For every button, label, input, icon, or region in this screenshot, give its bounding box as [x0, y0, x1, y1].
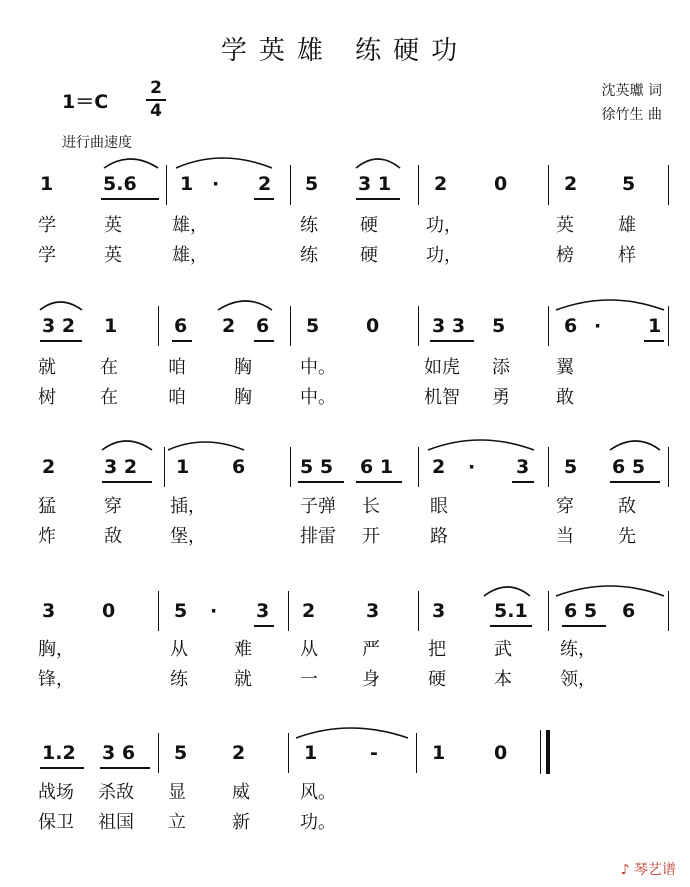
lyric: 咱	[168, 387, 186, 408]
lyric: 穿	[104, 496, 122, 517]
note: 2	[432, 456, 446, 478]
note: 5.6	[103, 173, 137, 195]
note: 3	[256, 600, 270, 622]
note: 5 5	[300, 456, 334, 478]
note: 6 5	[612, 456, 646, 478]
lyric: 排雷	[300, 526, 336, 547]
note: 0	[102, 600, 116, 622]
lyric: 树	[38, 387, 56, 408]
note: 1	[180, 173, 194, 195]
lyric: 就	[38, 357, 56, 378]
note: 2	[434, 173, 448, 195]
note: ·	[212, 173, 220, 195]
lyric: 练	[300, 245, 318, 266]
lyric: 一	[300, 669, 318, 690]
lyric: 中。	[300, 357, 336, 378]
lyric: 翼	[556, 357, 574, 378]
note: 2	[232, 742, 246, 764]
note: 2	[258, 173, 272, 195]
lyric: 硬	[360, 215, 378, 236]
note: 1	[104, 315, 118, 337]
note: 1	[432, 742, 446, 764]
note: 2	[222, 315, 236, 337]
note: 6 5	[564, 600, 598, 622]
lyric: 勇	[492, 387, 510, 408]
note: 0	[494, 173, 508, 195]
lyric: 锋，	[38, 669, 74, 690]
watermark-text: 琴艺谱	[634, 862, 676, 878]
lyric: 眼	[430, 496, 448, 517]
lyric: 练	[170, 669, 188, 690]
note: 5.1	[494, 600, 528, 622]
lyric: 胸	[234, 387, 252, 408]
note: 5	[174, 600, 188, 622]
lyric: 在	[100, 387, 118, 408]
lyric: 英	[556, 215, 574, 236]
note: 0	[366, 315, 380, 337]
lyric: 长	[362, 496, 380, 517]
note: 6	[174, 315, 188, 337]
lyric: 敌	[104, 526, 122, 547]
lyric: 风。	[300, 782, 336, 803]
note: 3	[516, 456, 530, 478]
lyric: 功，	[426, 215, 462, 236]
watermark-logo	[621, 859, 676, 879]
lyric: 硬	[428, 669, 446, 690]
lyric: 本	[494, 669, 512, 690]
note: 1	[648, 315, 662, 337]
note: 1	[40, 173, 54, 195]
note: ·	[468, 456, 476, 478]
lyric: 样	[618, 245, 636, 266]
lyric: 机智	[424, 387, 460, 408]
lyric: 英	[104, 245, 122, 266]
note: 5	[174, 742, 188, 764]
note: 6	[232, 456, 246, 478]
note: ·	[210, 600, 218, 622]
lyric: 子弹	[300, 496, 336, 517]
lyric: 就	[234, 669, 252, 690]
lyric: 敢	[556, 387, 574, 408]
note: 6	[622, 600, 636, 622]
lyric: 猛	[38, 496, 56, 517]
note: 1	[304, 742, 318, 764]
lyric: 硬	[360, 245, 378, 266]
note: 0	[494, 742, 508, 764]
lyricist-credit: 沈英瓛 词	[601, 83, 662, 99]
lyric: 穿	[556, 496, 574, 517]
note: 3 2	[104, 456, 138, 478]
lyric: 胸，	[38, 639, 74, 660]
note: 5	[564, 456, 578, 478]
lyric: 保卫	[38, 812, 74, 833]
lyric: 领，	[560, 669, 596, 690]
lyric: 显	[168, 782, 186, 803]
lyric: 功。	[300, 812, 336, 833]
lyric: 路	[430, 526, 448, 547]
song-title: 学英雄 练硬功	[220, 36, 470, 66]
note: 6	[564, 315, 578, 337]
note: 3	[366, 600, 380, 622]
note: 6 1	[360, 456, 394, 478]
lyric: 把	[428, 639, 446, 660]
note: 5	[492, 315, 506, 337]
lyric: 在	[100, 357, 118, 378]
note: 5	[305, 173, 319, 195]
lyric: 练	[300, 215, 318, 236]
lyric: 炸	[38, 526, 56, 547]
note: 1	[176, 456, 190, 478]
note: -	[370, 742, 378, 764]
lyric: 战场	[38, 782, 74, 803]
lyric: 武	[494, 639, 512, 660]
lyric: 祖国	[98, 812, 134, 833]
note: 2	[302, 600, 316, 622]
lyric: 威	[232, 782, 250, 803]
note: 3	[42, 600, 56, 622]
note: 3	[432, 600, 446, 622]
lyric: 严	[362, 639, 380, 660]
lyric: 难	[234, 639, 252, 660]
lyric: 学	[38, 215, 56, 236]
music-note-icon: ♪	[620, 862, 630, 878]
note: 5	[622, 173, 636, 195]
note: 3 6	[102, 742, 136, 764]
note: 3 1	[358, 173, 392, 195]
key-signature: 1＝C	[62, 91, 109, 113]
tempo-marking: 进行曲速度	[62, 135, 132, 151]
lyric: 英	[104, 215, 122, 236]
lyric: 中。	[300, 387, 336, 408]
composer-credit: 徐竹生 曲	[601, 107, 662, 123]
note: 2	[564, 173, 578, 195]
note: 5	[306, 315, 320, 337]
lyric: 从	[170, 639, 188, 660]
lyric: 先	[618, 526, 636, 547]
lyric: 如虎	[424, 357, 460, 378]
lyric: 雄	[618, 215, 636, 236]
time-signature-bottom: 4	[150, 101, 162, 121]
lyric: 雄，	[172, 245, 208, 266]
note: ·	[594, 315, 602, 337]
lyric: 堡，	[170, 526, 206, 547]
note: 2	[42, 456, 56, 478]
lyric: 插，	[170, 496, 206, 517]
lyric: 学	[38, 245, 56, 266]
lyric: 雄，	[172, 215, 208, 236]
note: 3 3	[432, 315, 466, 337]
note: 3 2	[42, 315, 76, 337]
lyric: 敌	[618, 496, 636, 517]
lyric: 从	[300, 639, 318, 660]
lyric: 杀敌	[98, 782, 134, 803]
lyric: 功，	[426, 245, 462, 266]
lyric: 添	[492, 357, 510, 378]
time-signature-top: 2	[150, 78, 162, 98]
lyric: 榜	[556, 245, 574, 266]
note: 6	[256, 315, 270, 337]
note: 1.2	[42, 742, 76, 764]
lyric: 新	[232, 812, 250, 833]
lyric: 胸	[234, 357, 252, 378]
lyric: 身	[362, 669, 380, 690]
lyric: 练，	[560, 639, 596, 660]
lyric: 咱	[168, 357, 186, 378]
lyric: 立	[168, 812, 186, 833]
lyric: 当	[556, 526, 574, 547]
lyric: 开	[362, 526, 380, 547]
